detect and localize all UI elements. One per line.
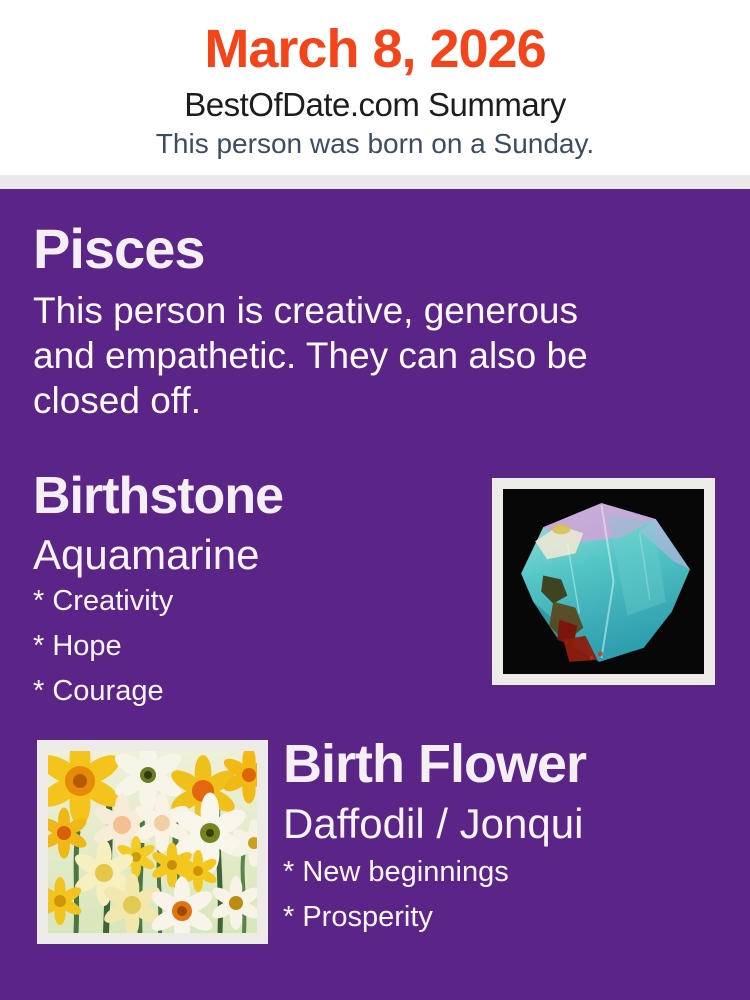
site-summary-title: BestOfDate.com Summary (184, 86, 566, 123)
birthstone-name: Aquamarine (33, 531, 260, 578)
daffodil-flowers-image (48, 751, 257, 933)
birth-flower-trait: * New beginnings (283, 856, 509, 888)
birth-flower-photo-frame (37, 740, 268, 944)
zodiac-description-line: closed off. (33, 380, 201, 421)
birthstone-photo-frame (492, 478, 715, 685)
aquamarine-crystal-image (503, 489, 704, 674)
zodiac-sign-heading: Pisces (33, 217, 205, 280)
birthstone-heading: Birthstone (33, 467, 283, 525)
divider-strip (0, 175, 750, 189)
birthstone-trait: * Courage (33, 675, 164, 707)
birthstone-trait: * Creativity (33, 585, 174, 617)
born-day-note: This person was born on a Sunday. (155, 128, 595, 159)
zodiac-description-line: and empathetic. They can also be (33, 335, 588, 376)
birth-flower-heading: Birth Flower (283, 734, 587, 794)
birth-flower-name: Daffodil / Jonqui (283, 800, 584, 847)
birth-flower-trait: * Prosperity (283, 901, 433, 933)
zodiac-description (33, 288, 588, 423)
zodiac-description-line: This person is creative, generous (33, 290, 578, 331)
birthstone-trait: * Hope (33, 630, 122, 662)
date-title: March 8, 2026 (204, 19, 546, 79)
